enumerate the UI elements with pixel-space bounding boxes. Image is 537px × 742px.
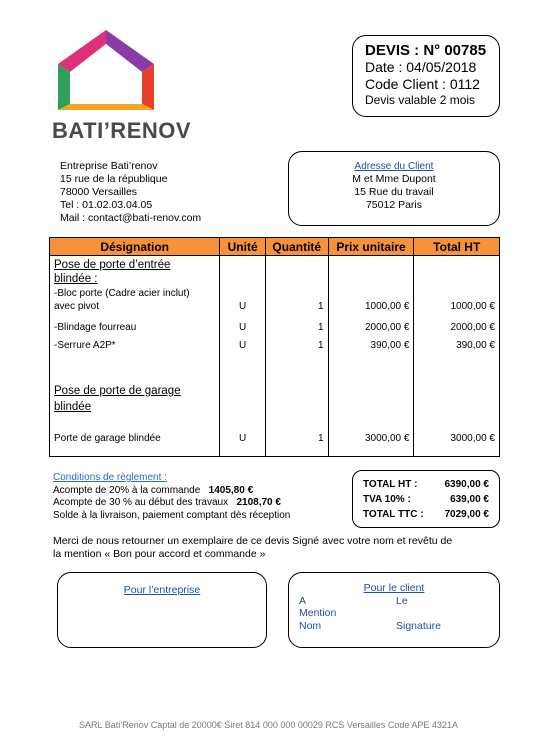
company-signature-heading: Pour l’entreprise (123, 584, 201, 596)
total-ht-label: TOTAL HT : (363, 479, 418, 490)
legal-footer: SARL Bati’Renov Captal de 20000€ Siret 814 000 000 00029 RCS Versailles Code APE 4321A (79, 720, 458, 730)
header-unit: Unité (220, 238, 266, 256)
item-label: -Blindage fourreau (54, 322, 137, 333)
company-city: 78000 Versailles (60, 186, 138, 198)
devis-number: DEVIS : N° 00785 (365, 42, 487, 59)
company-address (60, 160, 201, 225)
unit-price-column (328, 256, 414, 457)
item-total: 2000,00 € (450, 322, 495, 333)
client-signature-box (288, 572, 500, 648)
totals-box (352, 470, 500, 528)
item-qty: 1 (318, 340, 324, 351)
quantity-column (265, 256, 328, 457)
deposit-1-text: Acompte de 20% à la commande (53, 484, 201, 496)
company-signature-box (57, 572, 267, 648)
item-qty: 1 (318, 433, 324, 444)
item-price: 2000,00 € (364, 322, 410, 333)
client-street: 15 Rue du travail (354, 186, 434, 198)
signature-label: Signature (396, 620, 441, 632)
devis-date: Date : 04/05/2018 (365, 59, 477, 75)
name-label: Nom (299, 620, 322, 632)
item-total: 3000,00 € (450, 433, 495, 444)
client-address-heading: Adresse du Client (354, 161, 434, 172)
deposit-1-amount: 1405,80 € (208, 484, 254, 496)
section-title: blindée (54, 401, 92, 413)
total-ttc-label: TOTAL TTC : (363, 509, 424, 520)
total-ht-value: 6390,00 € (444, 479, 489, 490)
place-label: A (299, 595, 307, 607)
designation-column (50, 256, 220, 457)
client-signature-heading: Pour le client (363, 582, 425, 594)
company-street: 15 rue de la république (60, 173, 168, 185)
return-instructions (53, 535, 493, 561)
item-label: Porte de garage blindée (54, 433, 161, 444)
mention-label: Mention (299, 607, 337, 619)
total-ht-column (414, 256, 500, 457)
item-unit: U (239, 301, 247, 312)
section-title: blindée : (54, 273, 98, 285)
tva-label: TVA 10% : (363, 494, 411, 505)
header-total-ht: Total HT (414, 238, 500, 256)
unit-column (220, 256, 266, 457)
instructions-line-2: la mention « Bon pour accord et commande » (53, 548, 266, 560)
item-unit: U (239, 322, 247, 333)
item-label: -Serrure A2P* (54, 340, 116, 351)
deposit-2-amount: 2108,70 € (236, 497, 281, 508)
company-name: Entreprise Bati’renov (60, 160, 158, 172)
header-designation: Désignation (50, 238, 220, 256)
client-code: Code Client : 0112 (365, 76, 480, 92)
payment-conditions (53, 472, 290, 522)
item-label: avec pivot (54, 301, 100, 312)
section-title: Pose de porte de garage (54, 385, 181, 397)
header-quantity: Quantité (265, 238, 328, 256)
item-total: 390,00 € (456, 340, 495, 351)
item-price: 390,00 € (370, 340, 410, 351)
brand-name: BATI’RENOV (52, 118, 192, 143)
deposit-2-text: Acompte de 30 % au début des travaux (53, 497, 229, 508)
item-price: 3000,00 € (364, 433, 410, 444)
company-phone: Tel : 01.02.03.04.05 (60, 199, 153, 211)
item-total: 1000,00 € (450, 301, 495, 312)
total-ht-row (363, 477, 489, 492)
tva-value: 639,00 € (450, 494, 489, 505)
conditions-heading: Conditions de règlement : (53, 472, 167, 483)
client-city: 75012 Paris (365, 199, 423, 211)
item-qty: 1 (318, 301, 324, 312)
company-email: Mail : contact@bati-renov.com (60, 212, 202, 224)
item-unit: U (239, 340, 247, 351)
total-ttc-row (363, 507, 489, 522)
item-price: 1000,00 € (364, 301, 410, 312)
company-logo (58, 30, 154, 116)
balance-line: Solde à la livraison, paiement comptant dès réception (53, 509, 291, 521)
item-label: -Bloc porte (Cadre acier inclut) (54, 288, 190, 299)
instructions-line-1: Merci de nous retourner un exemplaire de ce devis Signé avec votre nom et revêtu de (53, 535, 453, 547)
deposit-line-1 (53, 485, 290, 498)
quote-table (49, 237, 500, 457)
total-ttc-value: 7029,00 € (444, 509, 489, 520)
tva-row (363, 492, 489, 507)
item-unit: U (239, 433, 247, 444)
client-address-box (288, 151, 500, 226)
devis-info-box (352, 35, 500, 117)
date-label: Le (396, 595, 408, 607)
header-unit-price: Prix unitaire (328, 238, 414, 256)
client-name: M et Mme Dupont (352, 173, 436, 185)
deposit-line-2 (53, 497, 290, 510)
item-qty: 1 (318, 322, 324, 333)
devis-validity: Devis valable 2 mois (365, 93, 476, 107)
section-title: Pose de porte d’entrée (54, 259, 171, 271)
